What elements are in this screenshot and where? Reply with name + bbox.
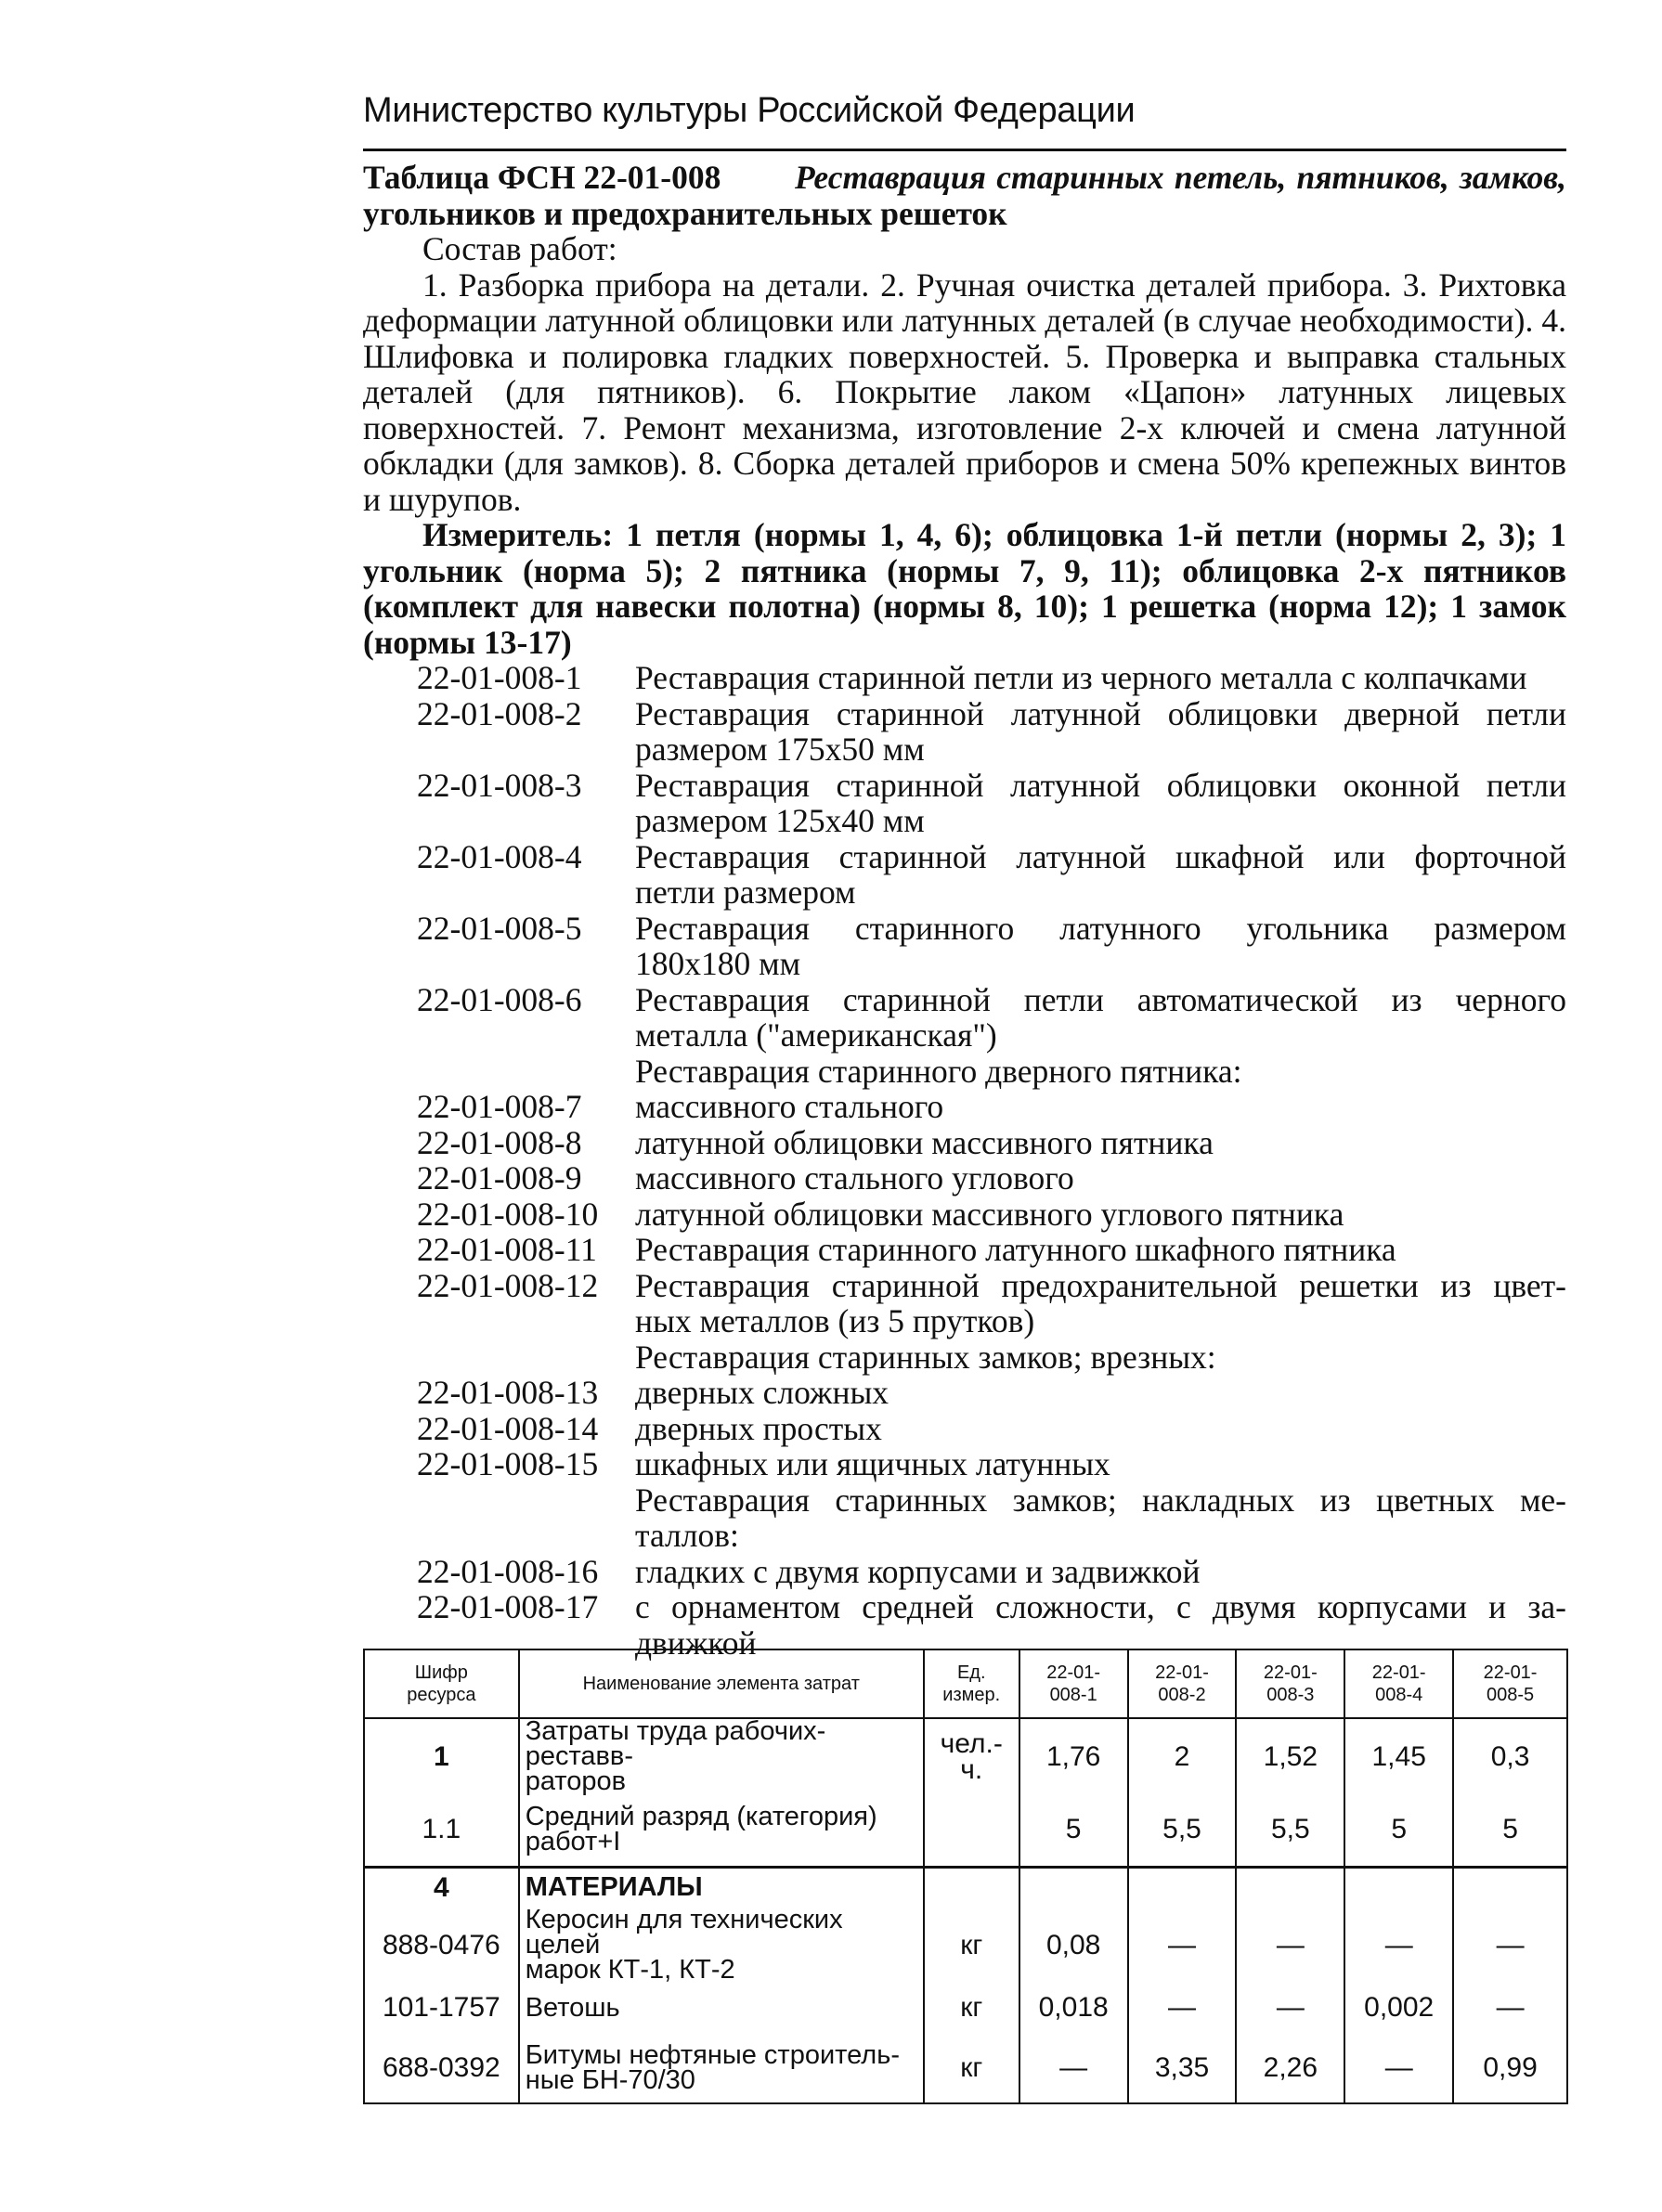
table-title-part1: Реставрация старинных петель, пятников, замков,: [795, 159, 1566, 196]
norm-description-line: Реставрация старинного латунного шкафного пятника: [635, 1231, 1396, 1268]
unit-cell: кг: [924, 2033, 1019, 2103]
norm-description-line: Реставрация старинных замков; накладных из цветных ме-: [635, 1481, 1566, 1519]
unit-cell: чел.-ч.: [924, 1718, 1019, 1794]
column-header-line: 22-01-: [1155, 1662, 1209, 1683]
column-header: [519, 1649, 924, 1718]
norm-description: [635, 1375, 1566, 1411]
cost-element-name: [519, 1983, 924, 2033]
norm-description-line: Реставрация старинной предохранительной решетки из цвет-: [635, 1266, 1566, 1304]
value-cell: —: [1344, 1908, 1453, 1983]
column-header-line: 22-01-: [1371, 1662, 1426, 1683]
column-header: [1019, 1649, 1128, 1718]
norm-description-line: металла ("американская"): [635, 1016, 997, 1054]
cost-element-name-line: работ+I: [525, 1827, 621, 1857]
value-cell: 1,45: [1344, 1718, 1453, 1794]
value-cell: 0,08: [1019, 1908, 1128, 1983]
norm-description-line: таллов:: [635, 1517, 739, 1554]
table-title-part2: угольников и предохранительных решеток: [363, 194, 1007, 232]
table-row: [364, 2033, 1567, 2103]
resource-code: 4: [364, 1867, 519, 1908]
column-header-line: измер.: [942, 1685, 1001, 1705]
value-cell: 2,26: [1236, 2033, 1344, 2103]
norm-description-line: гладких с двумя корпусами и задвижкой: [635, 1552, 1201, 1590]
composition-text: 1. Разборка прибора на детали. 2. Ручная очистка деталей прибора. 3. Рихтовка деформации латунной облицовки или латунных деталей (в случае необходимости). 4. Шлифовка и полировка гладких поверхностей. 5. Проверка и выправка стальных деталей (для пятников). 6. Покрытие лаком «Цапон» латунных лицевых поверхностей. 7. Ремонт механизма, изготовление 2-х ключей и смена латунной обкладки (для замков). 8. Сборка деталей приборов и смена 50% крепежных винтов и шурупов.: [363, 265, 1566, 518]
value-cell: 0,3: [1453, 1718, 1567, 1794]
norm-description: [635, 1339, 1566, 1376]
norm-code: 22-01-008-7: [417, 1088, 582, 1125]
resource-table: [363, 1649, 1568, 2104]
value-cell: [1453, 1867, 1567, 1908]
norm-entry: [363, 1054, 1566, 1090]
cost-element-name: [519, 1718, 924, 1794]
norm-description: [635, 911, 1566, 982]
value-cell: 1,52: [1236, 1718, 1344, 1794]
column-header: [364, 1649, 519, 1718]
column-header-line: 008-5: [1486, 1685, 1535, 1705]
table-row: [364, 1983, 1567, 2033]
column-header-line: 22-01-: [1263, 1662, 1318, 1683]
cost-element-name: [519, 1905, 924, 1985]
norm-entry: [363, 839, 1566, 911]
norm-code: [363, 1339, 635, 1376]
norm-code: [363, 1054, 635, 1090]
column-header-line: 22-01-: [1046, 1662, 1101, 1683]
table-row: [364, 1908, 1567, 1983]
norm-entries-list: [363, 660, 1566, 1661]
column-header-line: Ед.: [956, 1662, 986, 1683]
resource-code: 1: [364, 1718, 519, 1794]
norm-entry: [363, 660, 1566, 696]
resource-code: 888-0476: [364, 1908, 519, 1983]
unit-cell: [924, 1867, 1019, 1908]
column-header: [1128, 1649, 1237, 1718]
norm-code: [363, 1482, 635, 1554]
table-row: [364, 1867, 1567, 1908]
measure-text: Измеритель: 1 петля (нормы 1, 4, 6); облицовка 1-й петли (нормы 2, 3); 1 угольник (норма 5); 2 пятника (нормы 7, 9, 11); облицовка 2-х пятников (комплект для навески полотна) (нормы 8, 10); 1 решетка (норма 12); 1 замок (нормы 13-17): [363, 516, 1566, 661]
value-cell: —: [1236, 1908, 1344, 1983]
norm-code: 22-01-008-9: [417, 1159, 582, 1197]
norm-description-line: с орнаментом средней сложности, с двумя корпусами и за-: [635, 1588, 1566, 1625]
norm-entry: [363, 1125, 1566, 1161]
table-row: [364, 1718, 1567, 1794]
header-rule: [363, 149, 1566, 151]
norm-description: [635, 1232, 1566, 1268]
norm-code: 22-01-008-14: [417, 1409, 599, 1447]
table-title: [363, 160, 1566, 196]
norm-description-line: массивного стального: [635, 1088, 944, 1125]
cost-element-name-line: ные БН-70/30: [525, 2064, 695, 2095]
resource-code: 1.1: [364, 1794, 519, 1867]
norm-description-line: массивного стального углового: [635, 1159, 1074, 1197]
cost-element-name-line: МАТЕРИАЛЫ: [525, 1872, 703, 1903]
norm-description: [635, 1554, 1566, 1590]
norm-entry: [363, 1268, 1566, 1339]
column-header-line: 008-3: [1266, 1685, 1315, 1705]
value-cell: [1236, 1867, 1344, 1908]
value-cell: —: [1019, 2033, 1128, 2103]
column-header-line: 008-1: [1049, 1685, 1097, 1705]
norm-entry: [363, 911, 1566, 982]
norm-code: 22-01-008-17: [417, 1588, 599, 1625]
norm-description: [635, 696, 1566, 768]
norm-entry: [363, 1197, 1566, 1233]
norm-description-line: 180х180 мм: [635, 945, 801, 982]
unit-cell: кг: [924, 1908, 1019, 1983]
norm-description: [635, 1482, 1566, 1554]
value-cell: [1344, 1867, 1453, 1908]
value-cell: 5: [1019, 1794, 1128, 1867]
column-header: [1236, 1649, 1344, 1718]
norm-code: 22-01-008-3: [417, 766, 582, 804]
norm-description-line: Реставрация старинной петли автоматической из черного: [635, 980, 1566, 1018]
cost-element-name: [519, 1867, 924, 1908]
value-cell: [1019, 1867, 1128, 1908]
norm-description: [635, 1446, 1566, 1482]
norm-code: 22-01-008-5: [417, 909, 582, 947]
norm-code: 22-01-008-12: [417, 1266, 599, 1304]
value-cell: 0,99: [1453, 2033, 1567, 2103]
column-header-line: Шифр: [414, 1662, 468, 1683]
value-cell: 5: [1453, 1794, 1567, 1867]
norm-description: [635, 1268, 1566, 1339]
norm-entry: [363, 1411, 1566, 1447]
norm-entry: [363, 1160, 1566, 1197]
column-header-line: 008-2: [1158, 1685, 1206, 1705]
cost-element-name-line: Керосин для технических целей: [525, 1905, 843, 1960]
norm-description: [635, 768, 1566, 839]
value-cell: 3,35: [1128, 2033, 1237, 2103]
value-cell: —: [1128, 1983, 1237, 2033]
value-cell: 0,018: [1019, 1983, 1128, 2033]
norm-description-line: размером 175х50 мм: [635, 731, 925, 768]
column-header-line: Наименование элемента затрат: [582, 1674, 860, 1694]
norm-entry: [363, 1339, 1566, 1376]
norm-entry: [363, 768, 1566, 839]
composition-label: Состав работ:: [422, 230, 617, 267]
norm-entry: [363, 1482, 1566, 1554]
value-cell: —: [1236, 1983, 1344, 2033]
norm-code: 22-01-008-16: [417, 1552, 599, 1590]
ministry-header: Министерство культуры Российской Федерации: [363, 91, 1136, 130]
norm-description-line: Реставрация старинной латунной шкафной или форточной: [635, 837, 1566, 875]
unit-cell: [924, 1794, 1019, 1867]
unit-cell: кг: [924, 1983, 1019, 2033]
norm-description-line: Реставрация старинной петли из черного металла с колпачками: [635, 659, 1527, 696]
norm-description-line: латунной облицовки массивного пятника: [635, 1123, 1214, 1161]
norm-entry: [363, 1554, 1566, 1590]
norm-description-line: Реставрация старинной латунной облицовки оконной петли: [635, 766, 1566, 804]
norm-description-line: размером 125х40 мм: [635, 802, 925, 839]
norm-description-line: Реставрация старинных замков; врезных:: [635, 1338, 1216, 1376]
norm-entry: [363, 1375, 1566, 1411]
norm-code: 22-01-008-4: [417, 837, 582, 875]
column-header-line: ресурса: [407, 1685, 476, 1705]
norm-description-line: шкафных или ящичных латунных: [635, 1445, 1110, 1482]
norm-code: 22-01-008-10: [417, 1195, 599, 1233]
cost-element-name-line: марок КТ-1, КТ-2: [525, 1955, 735, 1985]
table-row: [364, 1794, 1567, 1867]
norm-description: [635, 660, 1566, 696]
value-cell: —: [1344, 2033, 1453, 2103]
cost-element-name-line: Затраты труда рабочих-реставв-: [525, 1716, 826, 1771]
norm-description: [635, 1411, 1566, 1447]
value-cell: 2: [1128, 1718, 1237, 1794]
norm-description: [635, 1197, 1566, 1233]
norm-code: 22-01-008-13: [417, 1374, 599, 1411]
norm-code: 22-01-008-2: [417, 694, 582, 732]
norm-description: [635, 1054, 1566, 1090]
value-cell: —: [1453, 1908, 1567, 1983]
column-header-line: 22-01-: [1483, 1662, 1538, 1683]
norm-entry: [363, 982, 1566, 1054]
norm-description: [635, 839, 1566, 911]
norm-code: 22-01-008-11: [417, 1231, 597, 1268]
resource-code: 101-1757: [364, 1983, 519, 2033]
norm-description-line: латунной облицовки массивного углового пятника: [635, 1195, 1344, 1233]
norm-description: [635, 982, 1566, 1054]
column-header: [1453, 1649, 1567, 1718]
norm-code: 22-01-008-1: [417, 659, 582, 696]
norm-description: [635, 1089, 1566, 1125]
norm-code: 22-01-008-6: [417, 980, 582, 1018]
norm-entry: [363, 696, 1566, 768]
norm-description-line: Реставрация старинного дверного пятника:: [635, 1052, 1242, 1090]
cost-element-name-line: Ветошь: [525, 1992, 620, 2023]
norm-entry: [363, 1089, 1566, 1125]
norm-entry: [363, 1232, 1566, 1268]
value-cell: —: [1453, 1983, 1567, 2033]
value-cell: 1,76: [1019, 1718, 1128, 1794]
column-header: [924, 1649, 1019, 1718]
value-cell: 5: [1344, 1794, 1453, 1867]
cost-element-name-line: Битумы нефтяные строитель-: [525, 2039, 900, 2070]
value-cell: 0,002: [1344, 1983, 1453, 2033]
norm-description-line: Реставрация старинного латунного угольника размером: [635, 909, 1566, 947]
cost-element-name-line: раторов: [525, 1766, 627, 1796]
cost-element-name-line: Средний разряд (категория): [525, 1802, 877, 1832]
norm-entry: [363, 1446, 1566, 1482]
norm-description-line: ных металлов (из 5 прутков): [635, 1302, 1035, 1339]
table-header-row: [364, 1649, 1567, 1718]
column-header-line: 008-4: [1375, 1685, 1423, 1705]
norm-description-line: Реставрация старинной латунной облицовки дверной петли: [635, 694, 1566, 732]
table-id: Таблица ФСН 22-01-008: [363, 159, 721, 196]
value-cell: 5,5: [1128, 1794, 1237, 1867]
document-body: [363, 160, 1566, 1661]
cost-element-name: [519, 2033, 924, 2103]
norm-description-line: дверных сложных: [635, 1374, 889, 1411]
column-header: [1344, 1649, 1453, 1718]
norm-code: 22-01-008-15: [417, 1445, 599, 1482]
value-cell: 5,5: [1236, 1794, 1344, 1867]
norm-description: [635, 1160, 1566, 1197]
norm-code: 22-01-008-8: [417, 1123, 582, 1161]
cost-element-name: [519, 1794, 924, 1867]
norm-description-line: движкой: [635, 1623, 757, 1662]
norm-description-line: петли размером: [635, 873, 856, 911]
value-cell: [1128, 1867, 1237, 1908]
resource-code: 688-0392: [364, 2033, 519, 2103]
norm-description: [635, 1125, 1566, 1161]
value-cell: —: [1128, 1908, 1237, 1983]
norm-description-line: дверных простых: [635, 1409, 882, 1447]
